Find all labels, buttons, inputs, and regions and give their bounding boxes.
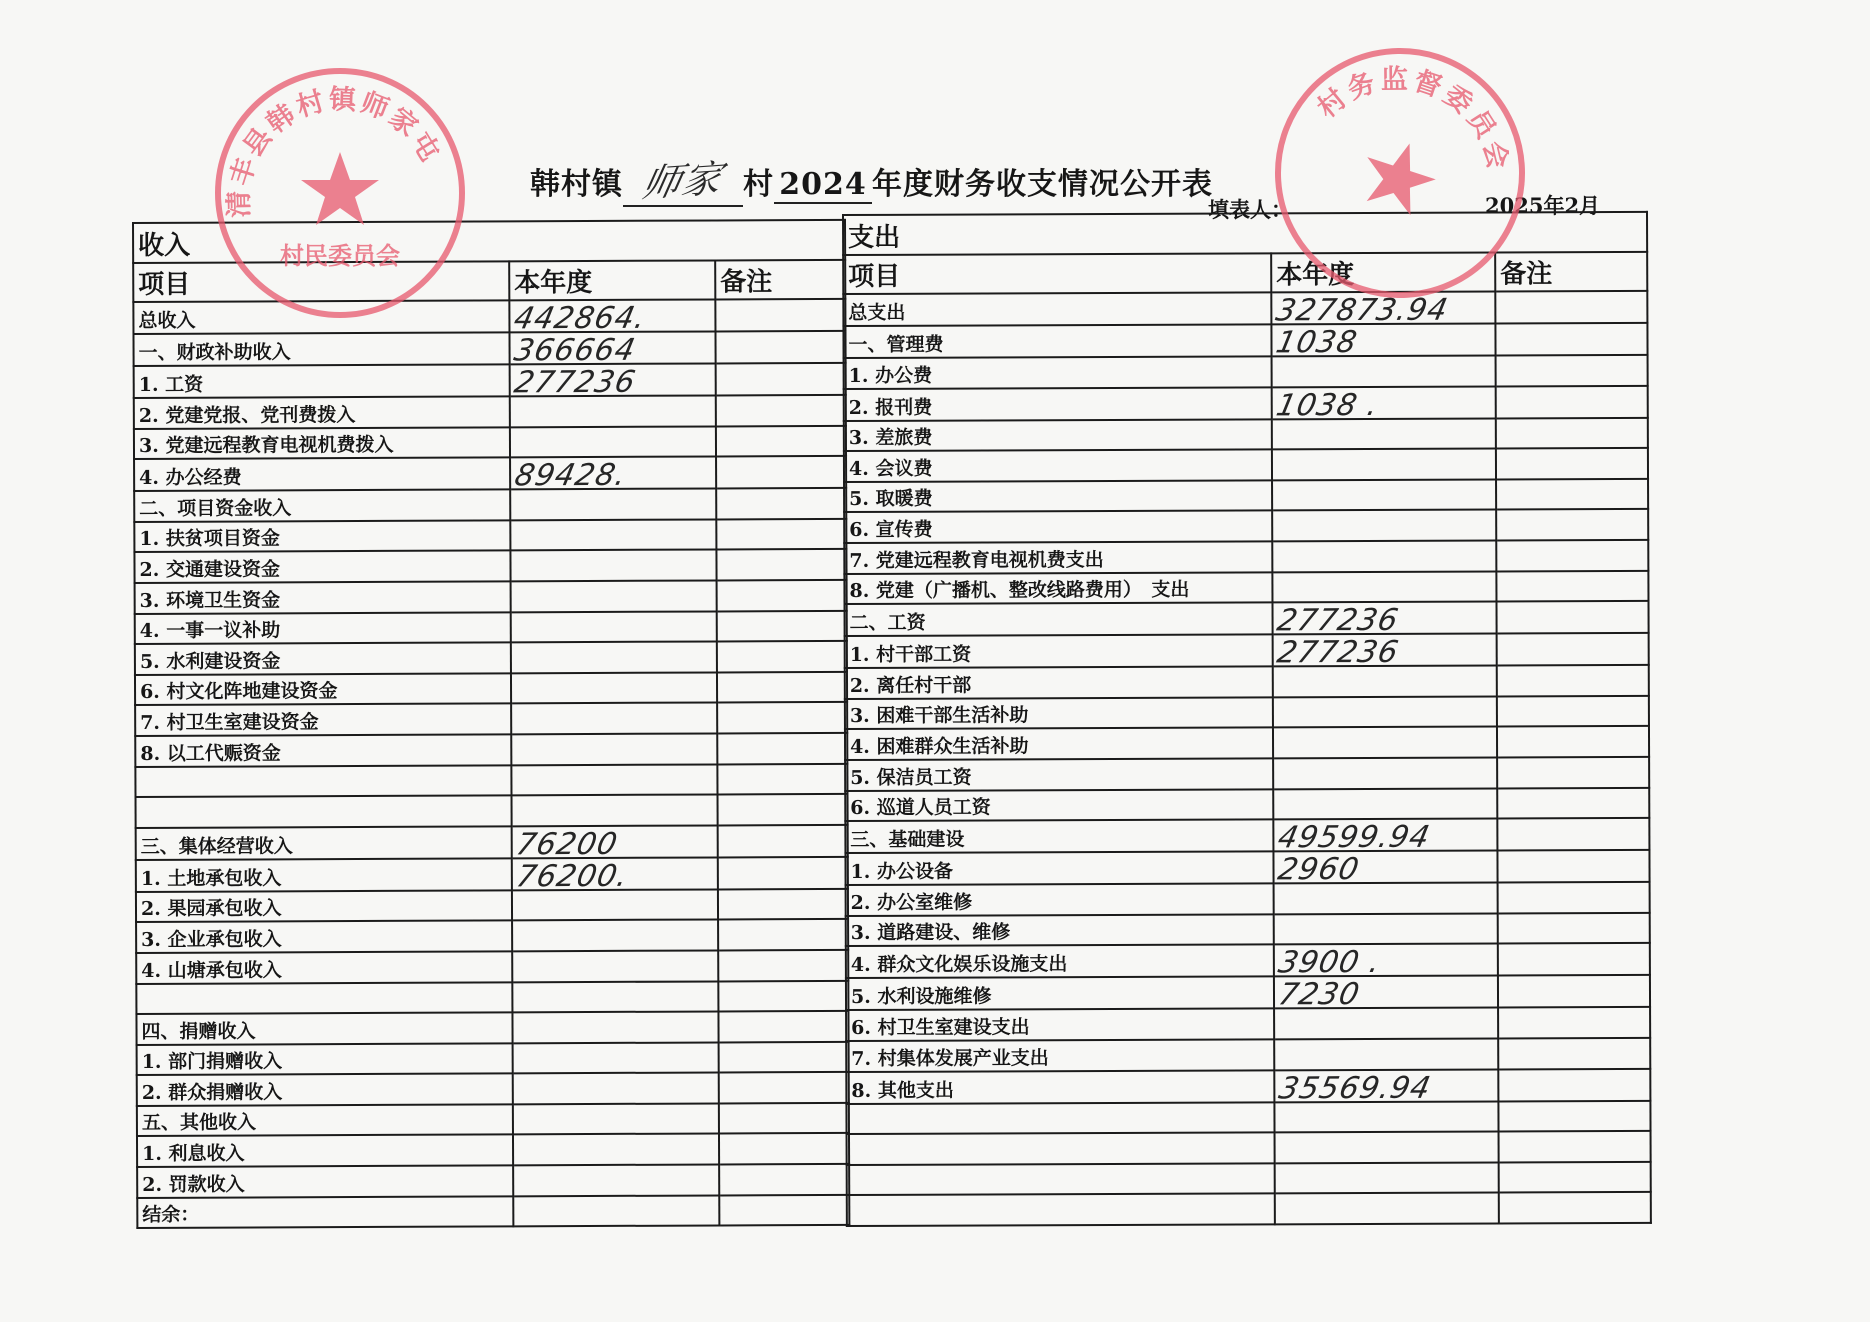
expense-col-note: 备注: [1495, 252, 1647, 292]
income-col-amount: 本年度: [509, 260, 715, 300]
income-amount-handwritten: 76200.: [513, 858, 632, 895]
income-amount-handwritten: 89428.: [511, 458, 630, 494]
expense-col-item: 项目: [843, 253, 1271, 294]
expense-amount-cell: [1275, 1193, 1499, 1224]
income-section-row: [133, 220, 845, 263]
income-amount-cell: [512, 950, 718, 981]
expense-amount-cell: [1274, 944, 1498, 981]
income-item-cell: 2. 群众捐赠收入: [137, 1074, 513, 1106]
expense-note-cell: [1497, 850, 1649, 883]
expense-item-cell: 8. 党建（广播机、整改线路费用） 支出: [844, 572, 1272, 604]
income-amount-cell: [512, 795, 718, 826]
expense-note-cell: [1495, 291, 1647, 324]
income-item-cell: 1. 部门捐赠收入: [137, 1043, 513, 1075]
expense-row: [844, 570, 1648, 604]
expense-row: [845, 726, 1649, 760]
income-header-row: [133, 260, 845, 302]
income-item-cell: 3. 环境卫生资金: [135, 581, 511, 613]
expense-item-cell: 1. 村干部工资: [845, 635, 1273, 669]
expense-note-cell: [1498, 882, 1650, 913]
expense-row: [845, 696, 1649, 730]
expense-row: [844, 386, 1648, 421]
expense-amount-handwritten: 35569.94: [1275, 1070, 1435, 1106]
income-note-cell: [719, 1103, 849, 1134]
expense-note-cell: [1498, 1007, 1650, 1038]
income-item-cell: 三、集体经营收入: [136, 826, 512, 860]
expense-note-cell: [1496, 479, 1648, 510]
income-amount-cell: [510, 457, 716, 494]
expense-item-cell: 3. 困难干部生活补助: [845, 697, 1273, 729]
income-note-cell: [716, 425, 846, 456]
expense-amount-handwritten: 277236: [1274, 635, 1402, 671]
village-name-blank: [623, 150, 743, 207]
income-item-cell: 4. 办公经费: [134, 458, 510, 492]
expense-amount-cell: [1275, 1162, 1499, 1193]
expense-row: [844, 540, 1648, 574]
income-item-cell: 3. 企业承包收入: [136, 921, 512, 953]
expense-item-cell: 5. 取暖费: [844, 480, 1272, 512]
expense-item-cell: [847, 1194, 1275, 1226]
page-title: [530, 150, 1213, 207]
income-amount-cell: [513, 1134, 719, 1165]
income-item-cell: 7. 村卫生室建设资金: [135, 704, 511, 736]
income-amount-cell: [513, 1195, 719, 1226]
income-table: [132, 219, 850, 1229]
expense-amount-cell: [1272, 602, 1496, 639]
income-row: [136, 857, 848, 892]
income-item-cell: 一、财政补助收入: [133, 332, 509, 366]
expense-note-cell: [1497, 726, 1649, 757]
income-item-cell: 1. 工资: [134, 364, 510, 398]
income-amount-cell: [511, 733, 717, 764]
income-row: [136, 825, 848, 860]
income-row: [137, 1195, 849, 1229]
income-amount-cell: [511, 611, 717, 642]
income-amount-cell: [511, 672, 717, 703]
expense-note-cell: [1499, 1131, 1651, 1162]
income-amount-cell: [510, 489, 716, 520]
expense-amount-cell: [1271, 291, 1495, 329]
income-item-cell: 2. 党建党报、党刊费拨入: [134, 396, 510, 428]
expense-note-cell: [1496, 509, 1648, 540]
income-amount-cell: [510, 519, 716, 550]
income-item-cell: 2. 罚款收入: [137, 1165, 513, 1197]
expense-row: [846, 882, 1650, 916]
income-item-cell: 1. 利息收入: [137, 1135, 513, 1167]
income-row: [136, 950, 848, 984]
svg-text:村务监督委员会: 村务监督委员会: [1312, 64, 1515, 176]
expense-amount-handwritten: 277236: [1274, 603, 1402, 639]
expense-row: [844, 601, 1648, 636]
expense-row: [845, 818, 1649, 853]
expense-row: [844, 418, 1648, 452]
expense-note-cell: [1497, 818, 1649, 851]
income-amount-cell: [511, 764, 717, 795]
expense-amount-handwritten: 1038: [1272, 325, 1361, 361]
expense-item-cell: 三、基础建设: [845, 819, 1273, 853]
expense-amount-handwritten: 3900 .: [1275, 945, 1385, 981]
income-item-cell: 五、其他收入: [137, 1104, 513, 1136]
expense-item-cell: 4. 困难群众生活补助: [845, 728, 1273, 760]
expense-amount-cell: [1273, 727, 1497, 758]
expense-row: [845, 757, 1649, 791]
expense-note-cell: [1498, 975, 1650, 1008]
expense-amount-cell: [1273, 666, 1497, 697]
filler-label: 填表人：: [1208, 197, 1292, 222]
income-amount-cell: [510, 426, 716, 457]
income-note-cell: [719, 1195, 849, 1226]
income-row: [134, 425, 846, 459]
income-col-item: 项目: [133, 261, 509, 302]
income-amount-cell: [511, 642, 717, 673]
income-item-cell: 4. 山塘承包收入: [136, 951, 512, 983]
expense-amount-cell: [1274, 1038, 1498, 1069]
expense-row: [847, 1162, 1651, 1196]
expense-item-cell: 2. 办公室维修: [846, 883, 1274, 915]
income-item-cell: [135, 765, 511, 797]
income-row: [137, 1133, 849, 1167]
expense-row: [847, 1192, 1651, 1226]
expense-item-cell: 3. 道路建设、维修: [846, 914, 1274, 946]
income-amount-cell: [513, 1165, 719, 1196]
income-note-cell: [719, 1042, 849, 1073]
expense-note-cell: [1496, 418, 1648, 449]
income-note-cell: [716, 395, 846, 426]
expense-amount-cell: [1273, 757, 1497, 788]
income-item-cell: 结余：: [137, 1196, 513, 1228]
income-note-cell: [717, 672, 847, 703]
income-note-cell: [719, 1164, 849, 1195]
income-note-cell: [717, 641, 847, 672]
expense-note-cell: [1498, 1068, 1650, 1101]
seal-star-icon: [301, 152, 379, 225]
expense-note-cell: [1496, 601, 1648, 634]
income-section-label: 收入: [133, 220, 845, 263]
expense-amount-cell: [1273, 788, 1497, 819]
svg-text:清丰县韩村镇师家屯: 清丰县韩村镇师家屯: [223, 84, 447, 219]
income-note-cell: [718, 980, 848, 1011]
expense-item-cell: 一、管理费: [843, 324, 1271, 358]
expense-row: [846, 1068, 1650, 1103]
expense-amount-cell: [1273, 819, 1497, 856]
income-note-cell: [717, 580, 847, 611]
income-row: [135, 733, 847, 767]
income-note-cell: [716, 456, 846, 489]
expense-item-cell: 8. 其他支出: [846, 1070, 1274, 1104]
expense-amount-cell: [1273, 634, 1497, 671]
income-item-cell: [136, 982, 512, 1014]
expense-note-cell: [1498, 943, 1650, 976]
income-amount-cell: [512, 981, 718, 1012]
income-note-cell: [719, 1072, 849, 1103]
expense-note-cell: [1497, 787, 1649, 818]
income-note-cell: [716, 519, 846, 550]
income-note-cell: [718, 857, 848, 890]
expense-amount-cell: [1272, 386, 1496, 423]
income-amount-handwritten: 277236: [511, 364, 639, 401]
income-row: [135, 580, 847, 614]
income-note-cell: [718, 1011, 848, 1042]
income-amount-cell: [512, 1012, 718, 1043]
expense-amount-cell: [1272, 479, 1496, 510]
income-item-cell: 8. 以工代赈资金: [135, 734, 511, 766]
income-row: [137, 1072, 849, 1106]
expense-row: [844, 479, 1648, 513]
expense-note-cell: [1499, 1162, 1651, 1193]
expense-row: [845, 850, 1649, 885]
year-blank: [774, 167, 872, 204]
income-note-cell: [717, 702, 847, 733]
income-note-cell: [716, 549, 846, 580]
income-row: [134, 519, 846, 553]
title-village-suffix: 村: [743, 167, 774, 202]
expense-item-cell: 6. 宣传费: [844, 511, 1272, 543]
expense-row: [845, 665, 1649, 699]
expense-item-cell: 总支出: [843, 292, 1271, 326]
expense-row: [846, 1100, 1650, 1134]
income-item-cell: 总收入: [133, 300, 509, 334]
expense-item-cell: 1. 办公设备: [845, 851, 1273, 885]
expense-table: [842, 211, 1652, 1227]
expense-note-cell: [1499, 1192, 1651, 1223]
income-row: [134, 456, 846, 491]
expense-item-cell: 6. 村卫生室建设支出: [846, 1009, 1274, 1041]
income-amount-cell: [513, 1103, 719, 1134]
expense-amount-cell: [1273, 696, 1497, 727]
income-item-cell: 2. 果园承包收入: [136, 890, 512, 922]
income-note-cell: [717, 610, 847, 641]
expense-col-amount: 本年度: [1271, 252, 1495, 292]
expense-amount-cell: [1271, 323, 1495, 361]
title-year: 2024: [779, 167, 867, 202]
income-row: [137, 1042, 849, 1076]
expense-item-cell: 5. 保洁员工资: [845, 758, 1273, 790]
income-row: [135, 763, 847, 797]
expense-amount-cell: [1275, 1132, 1499, 1163]
income-item-cell: 5. 水利建设资金: [135, 643, 511, 675]
income-row: [136, 980, 848, 1014]
expense-item-cell: 1. 办公费: [844, 356, 1272, 388]
income-row: [134, 363, 846, 398]
expense-note-cell: [1496, 540, 1648, 571]
expense-body: [843, 212, 1651, 1226]
income-item-cell: 四、捐赠收入: [136, 1012, 512, 1044]
expense-note-cell: [1496, 570, 1648, 601]
expense-item-cell: 7. 村集体发展产业支出: [846, 1039, 1274, 1071]
expense-item-cell: [847, 1163, 1275, 1195]
income-row: [136, 794, 848, 828]
expense-note-cell: [1497, 633, 1649, 666]
income-amount-cell: [512, 857, 718, 895]
income-row: [135, 610, 847, 644]
expense-item-cell: 3. 差旅费: [844, 419, 1272, 451]
expense-amount-cell: [1272, 540, 1496, 571]
report-date: 2025年2月: [1485, 193, 1601, 218]
expense-amount-handwritten: 49599.94: [1274, 819, 1434, 856]
income-item-cell: [136, 795, 512, 827]
expense-item-cell: [846, 1102, 1274, 1134]
income-item-cell: 1. 扶贫项目资金: [134, 520, 510, 552]
income-note-cell: [718, 825, 848, 858]
income-amount-handwritten: 76200: [513, 826, 621, 863]
expense-item-cell: [847, 1132, 1275, 1164]
income-row: [135, 672, 847, 706]
expense-amount-cell: [1273, 851, 1497, 888]
income-row: [137, 1103, 849, 1137]
expense-note-cell: [1497, 665, 1649, 696]
expense-header-row: [843, 252, 1647, 294]
expense-item-cell: 2. 离任村干部: [845, 667, 1273, 699]
income-note-cell: [717, 763, 847, 794]
village-name-handwritten: 师家: [638, 156, 727, 206]
income-row: [134, 395, 846, 429]
income-row: [135, 702, 847, 736]
expense-note-cell: [1498, 1100, 1650, 1131]
income-row: [136, 889, 848, 923]
expense-row: [843, 323, 1647, 358]
income-note-cell: [718, 889, 848, 920]
income-row: [134, 549, 846, 583]
expense-amount-cell: [1272, 449, 1496, 480]
income-item-cell: 4. 一事一议补助: [135, 612, 511, 644]
expense-item-cell: 2. 报刊费: [844, 387, 1272, 421]
expense-row: [844, 509, 1648, 543]
expense-item-cell: 4. 群众文化娱乐设施支出: [846, 945, 1274, 979]
income-item-cell: 二、项目资金收入: [134, 490, 510, 522]
expense-section-label: 支出: [843, 212, 1647, 255]
expense-section-row: [843, 212, 1647, 255]
expense-amount-cell: [1274, 976, 1498, 1013]
income-amount-cell: [510, 363, 716, 401]
income-row: [137, 1164, 849, 1198]
expense-note-cell: [1495, 323, 1647, 356]
expense-item-cell: 7. 党建远程教育电视机费支出: [844, 541, 1272, 573]
income-note-cell: [717, 733, 847, 764]
income-amount-cell: [512, 825, 718, 863]
expense-amount-handwritten: 1038 .: [1273, 387, 1382, 423]
expense-amount-cell: [1274, 883, 1498, 914]
expense-note-cell: [1497, 757, 1649, 788]
income-note-cell: [718, 950, 848, 981]
expense-row: [843, 291, 1647, 326]
expense-note-cell: [1498, 913, 1650, 944]
income-amount-cell: [511, 703, 717, 734]
expense-amount-cell: [1274, 1008, 1498, 1039]
income-row: [134, 488, 846, 522]
income-row: [136, 919, 848, 953]
income-row: [133, 331, 845, 366]
income-item-cell: 2. 交通建设资金: [134, 551, 510, 583]
expense-row: [847, 1131, 1651, 1165]
expense-amount-handwritten: 2960: [1274, 852, 1363, 888]
expense-row: [846, 943, 1650, 978]
expense-note-cell: [1496, 386, 1648, 419]
expense-row: [846, 1007, 1650, 1041]
expense-amount-cell: [1272, 571, 1496, 602]
expense-item-cell: 6. 巡道人员工资: [845, 789, 1273, 821]
expense-row: [845, 633, 1649, 668]
expense-amount-handwritten: 327873.94: [1272, 292, 1452, 329]
title-suffix: 年度财务收支情况公开表: [872, 167, 1213, 202]
income-note-cell: [715, 299, 845, 332]
expense-amount-handwritten: 7230: [1275, 977, 1364, 1013]
title-prefix: 韩村镇: [530, 167, 623, 202]
expense-item-cell: 4. 会议费: [844, 450, 1272, 482]
expense-note-cell: [1496, 355, 1648, 386]
expense-row: [846, 1038, 1650, 1072]
income-amount-cell: [511, 580, 717, 611]
income-row: [135, 641, 847, 675]
income-note-cell: [719, 1133, 849, 1164]
income-amount-cell: [513, 1073, 719, 1104]
income-amount-cell: [513, 1042, 719, 1073]
expense-row: [844, 448, 1648, 482]
expense-note-cell: [1497, 696, 1649, 727]
expense-amount-cell: [1274, 1069, 1498, 1106]
income-amount-handwritten: 366664: [511, 332, 639, 369]
expense-row: [844, 355, 1648, 389]
income-note-cell: [718, 794, 848, 825]
income-row: [136, 1011, 848, 1045]
income-amount-cell: [512, 920, 718, 951]
income-note-cell: [718, 919, 848, 950]
expense-row: [846, 913, 1650, 947]
expense-amount-cell: [1274, 913, 1498, 944]
income-amount-cell: [509, 299, 715, 337]
expense-note-cell: [1498, 1038, 1650, 1069]
seal-star-icon-2: [1354, 132, 1443, 219]
expense-row: [845, 787, 1649, 821]
expense-item-cell: 5. 水利设施维修: [846, 977, 1274, 1011]
expense-amount-cell: [1272, 510, 1496, 541]
income-item-cell: 1. 土地承包收入: [136, 858, 512, 892]
income-item-cell: 3. 党建远程教育电视机费拨入: [134, 427, 510, 459]
income-row: [133, 299, 845, 334]
income-body: [133, 220, 849, 1228]
income-note-cell: [716, 363, 846, 396]
income-amount-handwritten: 442864.: [510, 300, 650, 337]
expense-row: [846, 975, 1650, 1010]
income-note-cell: [716, 488, 846, 519]
income-col-note: 备注: [715, 260, 845, 300]
expense-item-cell: 二、工资: [844, 603, 1272, 637]
expense-note-cell: [1496, 448, 1648, 479]
income-amount-cell: [510, 550, 716, 581]
income-note-cell: [715, 331, 845, 364]
income-amount-cell: [509, 331, 715, 369]
income-item-cell: 6. 村文化阵地建设资金: [135, 673, 511, 705]
svg-text:村民委员会: 村民委员会: [280, 242, 400, 270]
